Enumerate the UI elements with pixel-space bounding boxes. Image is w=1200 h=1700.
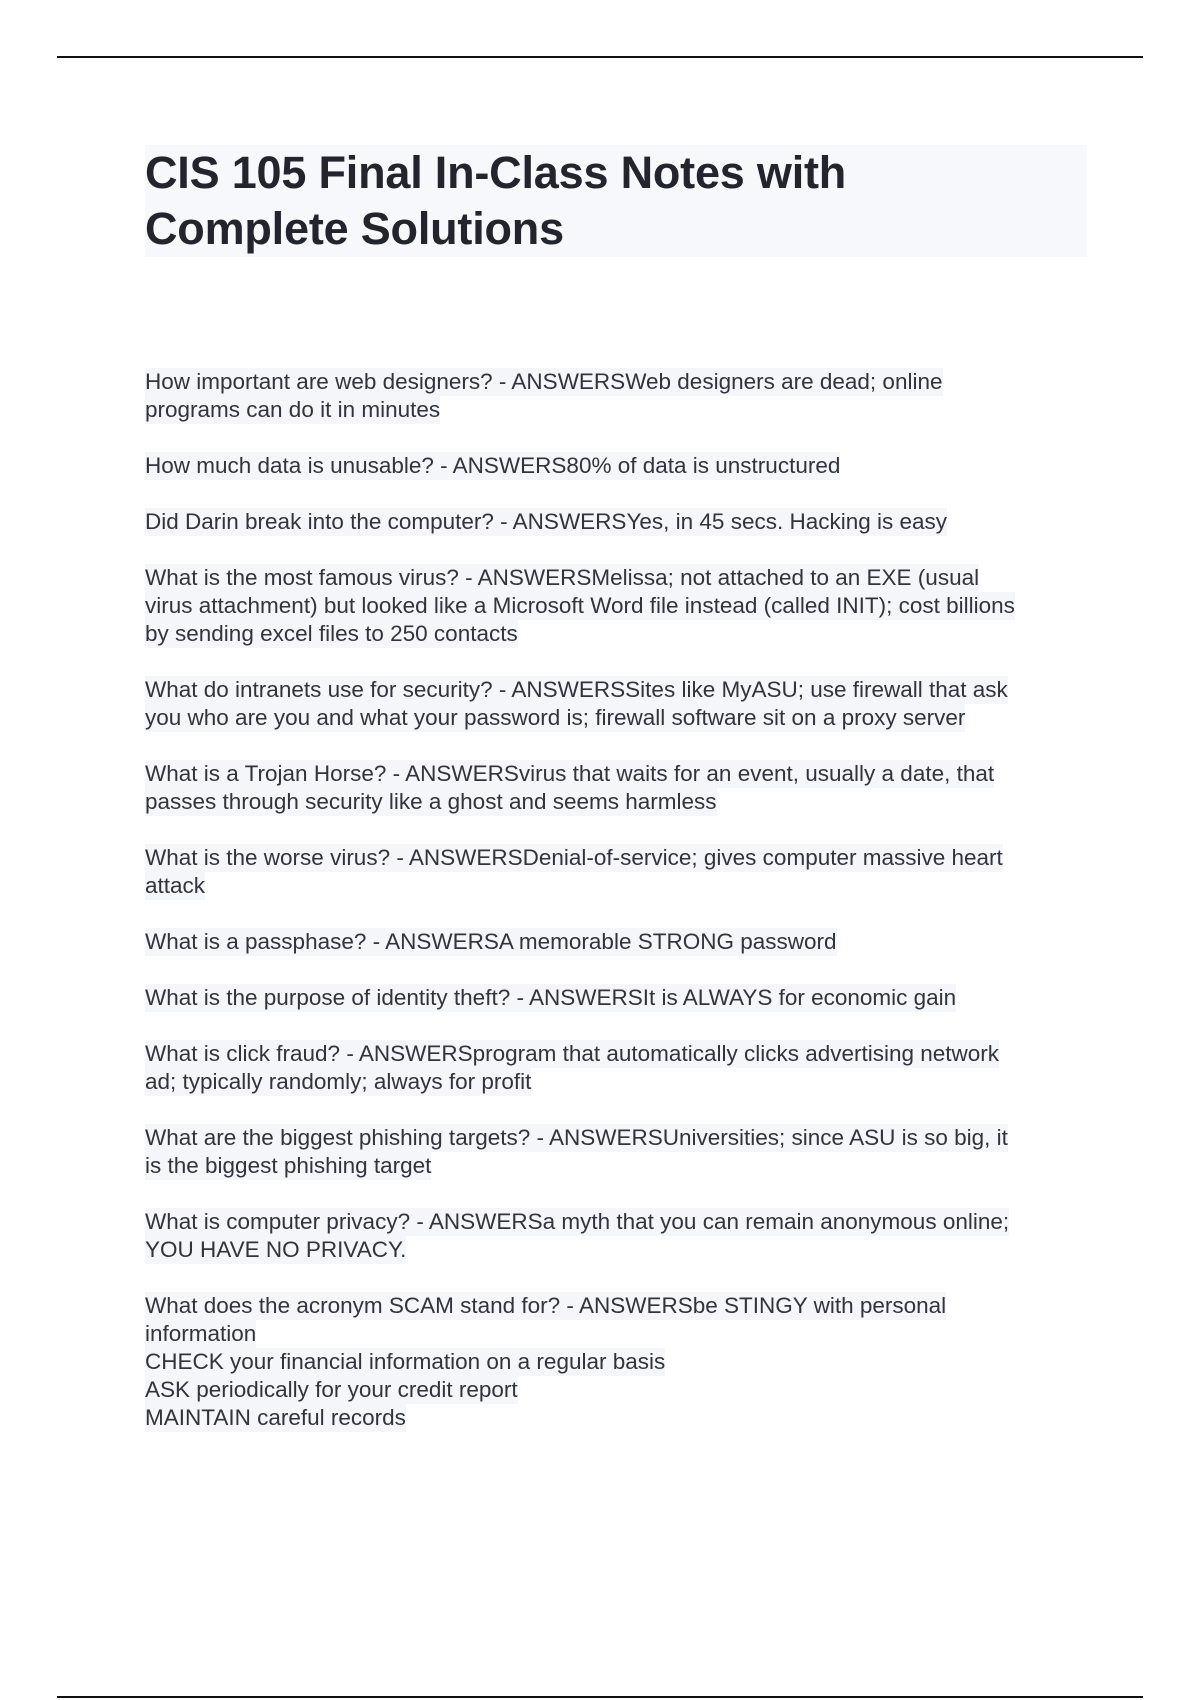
title-line: CIS 105 Final In-Class Notes with <box>145 147 847 198</box>
qa-line: ad; typically randomly; always for profit <box>145 1069 532 1094</box>
qa-line: by sending excel files to 250 contacts <box>145 621 518 646</box>
qa-entry <box>145 1208 1085 1264</box>
qa-entry <box>145 844 1085 900</box>
qa-line: virus attachment) but looked like a Microsoft Word file instead (called INIT); cost billions <box>145 593 1015 618</box>
qa-entry <box>145 928 1085 956</box>
qa-line: passes through security like a ghost and seems harmless <box>145 789 717 814</box>
title-line: Complete Solutions <box>145 203 564 254</box>
qa-line: programs can do it in minutes <box>145 397 441 422</box>
qa-line: Did Darin break into the computer? - ANSWERSYes, in 45 secs. Hacking is easy <box>145 509 948 534</box>
qa-line: you who are you and what your password is; firewall software sit on a proxy server <box>145 705 966 730</box>
qa-entry <box>145 984 1085 1012</box>
top-rule <box>57 56 1143 58</box>
qa-entry <box>145 452 1085 480</box>
qa-line: What does the acronym SCAM stand for? - ANSWERSbe STINGY with personal <box>145 1293 947 1318</box>
qa-line: What is the most famous virus? - ANSWERSMelissa; not attached to an EXE (usual <box>145 565 980 590</box>
qa-line: ASK periodically for your credit report <box>145 1377 518 1402</box>
qa-line: What is a Trojan Horse? - ANSWERSvirus that waits for an event, usually a date, that <box>145 761 995 786</box>
bottom-rule <box>57 1696 1143 1698</box>
document-title <box>145 145 1087 257</box>
qa-entry <box>145 1124 1085 1180</box>
qa-line: What is a passphase? - ANSWERSA memorable STRONG password <box>145 929 837 954</box>
qa-line: is the biggest phishing target <box>145 1153 432 1178</box>
qa-line: How important are web designers? - ANSWERSWeb designers are dead; online <box>145 369 943 394</box>
qa-entry <box>145 676 1085 732</box>
qa-line: What is the worse virus? - ANSWERSDenial-of-service; gives computer massive heart <box>145 845 1003 870</box>
qa-line: information <box>145 1321 257 1346</box>
qa-entry <box>145 1040 1085 1096</box>
title-block <box>145 145 1087 257</box>
qa-entry <box>145 508 1085 536</box>
qa-entry <box>145 368 1085 424</box>
qa-line: MAINTAIN careful records <box>145 1405 406 1430</box>
qa-line: What is computer privacy? - ANSWERSa myth that you can remain anonymous online; <box>145 1209 1010 1234</box>
qa-line: What is click fraud? - ANSWERSprogram that automatically clicks advertising network <box>145 1041 1000 1066</box>
qa-entry <box>145 564 1085 648</box>
qa-line: CHECK your financial information on a regular basis <box>145 1349 666 1374</box>
qa-line: attack <box>145 873 206 898</box>
qa-entry <box>145 760 1085 816</box>
qa-line: What do intranets use for security? - ANSWERSSites like MyASU; use firewall that ask <box>145 677 1008 702</box>
qa-entry <box>145 1292 1085 1432</box>
qa-line: What is the purpose of identity theft? - ANSWERSIt is ALWAYS for economic gain <box>145 985 957 1010</box>
qa-line: What are the biggest phishing targets? - ANSWERSUniversities; since ASU is so big, it <box>145 1125 1008 1150</box>
qa-line: YOU HAVE NO PRIVACY. <box>145 1237 407 1262</box>
qa-line: How much data is unusable? - ANSWERS80% of data is unstructured <box>145 453 841 478</box>
qa-list <box>145 368 1085 1460</box>
